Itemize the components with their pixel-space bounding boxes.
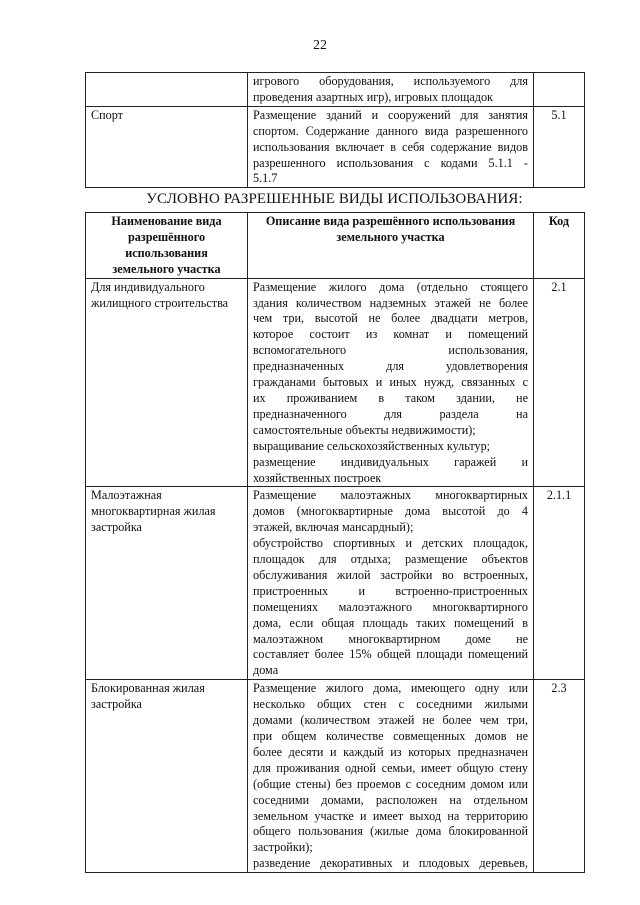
text-line: хозяйственных построек	[253, 470, 382, 485]
description-cell	[248, 73, 534, 107]
text-line: размещение индивидуальных гаражей и	[253, 454, 528, 469]
text-line: (общие стены) без проемов с соседним домом или	[253, 776, 528, 791]
name-cell	[86, 487, 248, 680]
text-line: игрового оборудования, используемого для	[253, 74, 528, 88]
text-line: которое состоит из комнат и помещений	[253, 327, 528, 342]
text-line: обслуживания жилой застройки во встроенных,	[253, 567, 528, 582]
name-cell	[86, 278, 248, 487]
header-line: Наименование вида	[111, 214, 222, 228]
description-cell	[248, 680, 534, 873]
header-row	[86, 213, 585, 279]
text-line: более десяти и каждый из которых предназначен	[253, 744, 528, 759]
text-line: Малоэтажная	[91, 488, 162, 503]
text-line: этажей, включая мансардный);	[253, 520, 414, 535]
text-line: их проживанием в таком здании, не	[253, 390, 528, 405]
text-line: для проживания одной семьи, имеет общую стену	[253, 760, 528, 775]
text-line: здания количеством надземных этажей не более	[253, 295, 528, 310]
description-cell	[248, 106, 534, 188]
code-cell: 2.3	[534, 680, 585, 873]
top-table	[85, 72, 585, 188]
text-line: домов (многоквартирные дома высотой до 4	[253, 504, 528, 519]
text-line: малоэтажном многоквартирном доме не	[253, 631, 528, 646]
header-line: земельного участка	[336, 229, 445, 244]
text-line: Размещение жилого дома, имеющего одну или	[253, 681, 528, 696]
text-line: при общем количестве совмещенных домов не	[253, 729, 528, 743]
table-row	[86, 680, 585, 873]
text-line: проведения азартных игр), игровых площадок	[253, 89, 493, 104]
name-cell: Спорт	[86, 106, 248, 188]
text-line: вспомогательного использования,	[253, 343, 528, 358]
text-line: составляет более 15% общей площади помещений	[253, 647, 528, 662]
description-cell	[248, 487, 534, 680]
table-row	[86, 487, 585, 680]
text-line: Блокированная жилая	[91, 681, 205, 696]
code-cell	[534, 73, 585, 107]
code-cell: 2.1	[534, 278, 585, 487]
header-code: Код	[534, 213, 585, 279]
text-line: дома, если общая площадь таких помещений в	[253, 615, 528, 630]
text-line: соседними домами, расположен на отдельном	[253, 792, 528, 807]
header-line: земельного участка	[112, 261, 221, 276]
text-line: разведение декоративных и плодовых деревьев,	[253, 856, 528, 871]
text-line: общего пользования (жилые дома блокированной	[253, 824, 528, 839]
code-cell: 2.1.1	[534, 487, 585, 680]
text-line: жилищного строительства	[91, 295, 229, 310]
text-line: Размещение малоэтажных многоквартирных	[253, 488, 528, 503]
text-line: дома	[253, 663, 279, 678]
text-line: спортом. Содержание данного вида разрешенного	[253, 123, 528, 138]
text-line: 5.1.7	[253, 171, 278, 186]
text-line: разрешенного использования с кодами 5.1.1 -	[253, 155, 528, 170]
description-cell	[248, 278, 534, 487]
text-line: чем три, высотой не более двадцати метров,	[253, 311, 528, 326]
header-line: Описание вида разрешённого использования	[265, 214, 516, 228]
text-line: домами (количеством этажей не более чем три,	[253, 713, 528, 728]
text-line: площадок для отдыха; размещение объектов	[253, 552, 528, 567]
text-line: пристроенных и встроенно-пристроенных	[253, 583, 528, 598]
header-description	[248, 213, 534, 279]
text-line: помещениях малоэтажного многоквартирного	[253, 599, 528, 614]
text-line: многоквартирная жилая	[91, 504, 216, 519]
text-line: Размещение зданий и сооружений для занятия	[253, 107, 528, 122]
code-cell: 5.1	[534, 106, 585, 188]
text-line: Размещение жилого дома (отдельно стоящего	[253, 279, 528, 294]
text-line: застройки);	[253, 840, 313, 855]
header-name	[86, 213, 248, 279]
text-line: застройка	[91, 697, 142, 712]
table-row	[86, 106, 585, 188]
text-line: предназначенных для удовлетворения	[253, 359, 528, 374]
page-number: 22	[313, 38, 327, 53]
text-line: земельном участке и имеет выход на территорию	[253, 808, 528, 823]
text-line: предназначенного для раздела на	[253, 406, 528, 421]
name-cell	[86, 680, 248, 873]
text-line: использования включает в себя содержание видов	[253, 139, 528, 154]
name-cell	[86, 73, 248, 107]
section-title: УСЛОВНО РАЗРЕШЕННЫЕ ВИДЫ ИСПОЛЬЗОВАНИЯ:	[146, 191, 523, 207]
text-line: самостоятельные объекты недвижимости);	[253, 422, 476, 437]
text-line: Для индивидуального	[91, 279, 205, 294]
text-line: несколько общих стен с соседними жилыми	[253, 697, 528, 712]
header-line: разрешённого	[127, 229, 206, 244]
header-line: использования	[125, 245, 208, 260]
table-row	[86, 73, 585, 107]
text-line: застройка	[91, 520, 142, 535]
table-row	[86, 278, 585, 487]
text-line: гражданами бытовых и иных нужд, связанных с	[253, 375, 528, 390]
main-table	[85, 212, 585, 873]
text-line: обустройство спортивных и детских площадок,	[253, 536, 528, 551]
text-line: выращивание сельскохозяйственных культур;	[253, 438, 491, 453]
